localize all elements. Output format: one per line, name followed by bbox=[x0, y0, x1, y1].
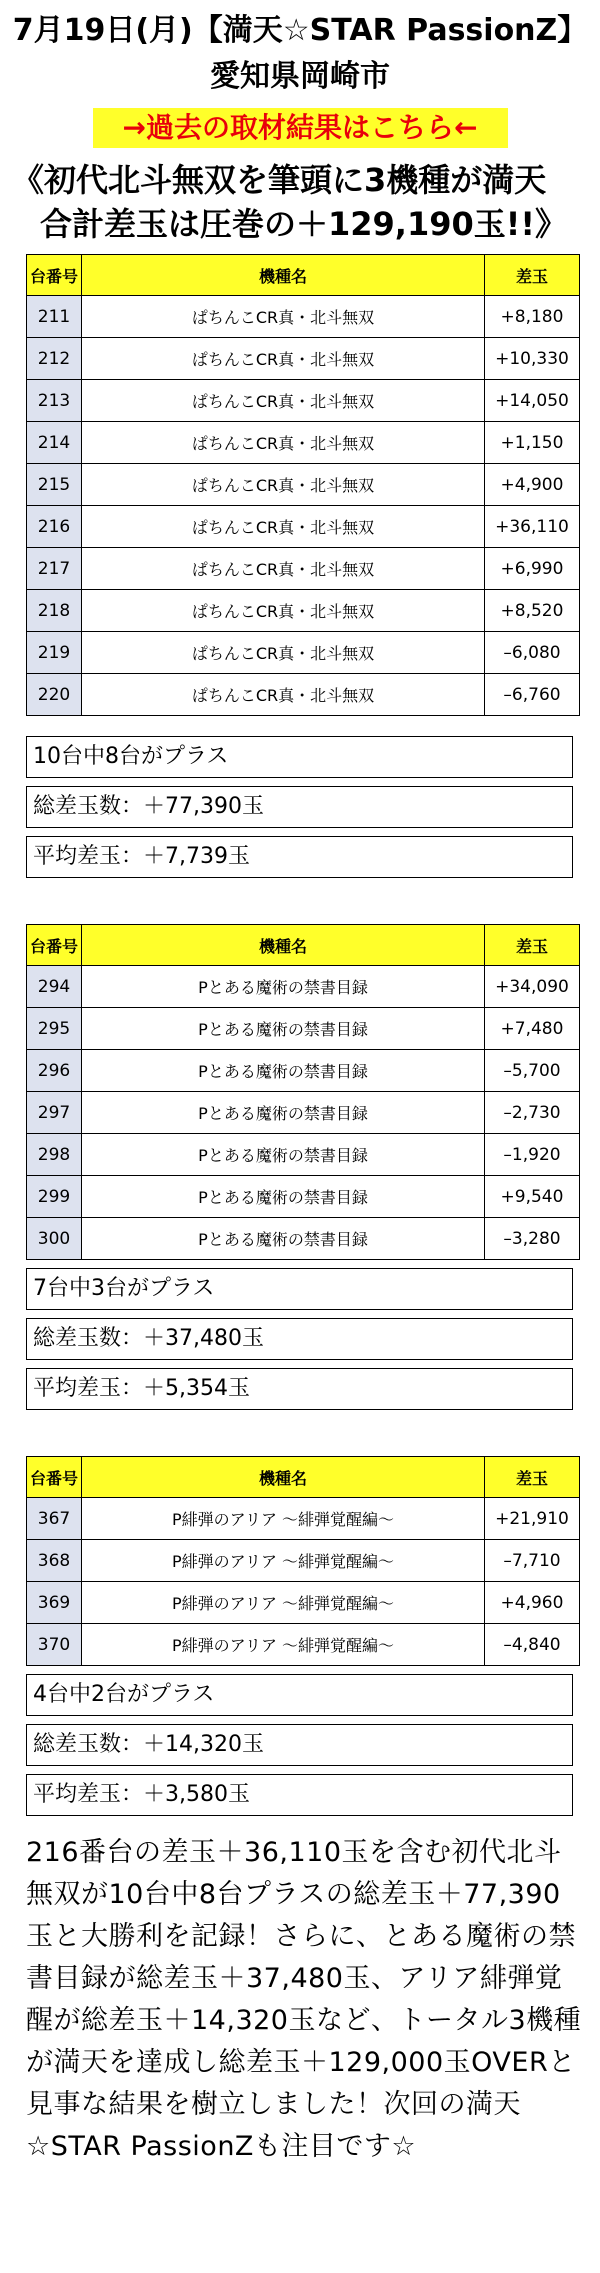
total-diff-box: 総差玉数：＋14,320玉 bbox=[26, 1724, 573, 1766]
table-row bbox=[27, 506, 580, 548]
table-row bbox=[27, 1540, 580, 1582]
col-header-name: 機種名 bbox=[82, 1457, 485, 1498]
ball-diff: +34,090 bbox=[485, 966, 580, 1008]
ball-diff: +9,540 bbox=[485, 1176, 580, 1218]
article bbox=[0, 8, 600, 2168]
machine-name: Pとある魔術の禁書目録 bbox=[82, 966, 485, 1008]
results-table-hokuto bbox=[26, 254, 580, 716]
table-row bbox=[27, 548, 580, 590]
ball-diff: +4,960 bbox=[485, 1582, 580, 1624]
plus-count-box: 7台中3台がプラス bbox=[26, 1268, 573, 1310]
machine-number: 294 bbox=[27, 966, 82, 1008]
page-title bbox=[0, 8, 600, 100]
machine-number: 368 bbox=[27, 1540, 82, 1582]
machine-name: ぱちんこCR真・北斗無双 bbox=[82, 296, 485, 338]
average-diff-box: 平均差玉：＋5,354玉 bbox=[26, 1368, 573, 1410]
machine-name: Pとある魔術の禁書目録 bbox=[82, 1218, 485, 1260]
ball-diff: –4,840 bbox=[485, 1624, 580, 1666]
machine-number: 370 bbox=[27, 1624, 82, 1666]
machine-number: 295 bbox=[27, 1008, 82, 1050]
machine-number: 215 bbox=[27, 464, 82, 506]
table-row bbox=[27, 1498, 580, 1540]
table-header-row bbox=[27, 1457, 580, 1498]
table-header-row bbox=[27, 255, 580, 296]
table-row bbox=[27, 1008, 580, 1050]
ball-diff: –3,280 bbox=[485, 1218, 580, 1260]
table-row bbox=[27, 1092, 580, 1134]
machine-number: 213 bbox=[27, 380, 82, 422]
ball-diff: –6,760 bbox=[485, 674, 580, 716]
table-row bbox=[27, 632, 580, 674]
ball-diff: –2,730 bbox=[485, 1092, 580, 1134]
table-row bbox=[27, 1218, 580, 1260]
total-diff-box: 総差玉数：＋37,480玉 bbox=[26, 1318, 573, 1360]
table-row bbox=[27, 1176, 580, 1218]
table-row bbox=[27, 380, 580, 422]
machine-name: Pとある魔術の禁書目録 bbox=[82, 1176, 485, 1218]
machine-name: ぱちんこCR真・北斗無双 bbox=[82, 506, 485, 548]
machine-name: P緋弾のアリア 〜緋弾覚醒編〜 bbox=[82, 1498, 485, 1540]
table-row bbox=[27, 590, 580, 632]
average-diff-box: 平均差玉：＋3,580玉 bbox=[26, 1774, 573, 1816]
results-table-aria bbox=[26, 1456, 580, 1666]
col-header-num: 台番号 bbox=[27, 1457, 82, 1498]
table-row bbox=[27, 966, 580, 1008]
ball-diff: +7,480 bbox=[485, 1008, 580, 1050]
machine-number: 217 bbox=[27, 548, 82, 590]
ball-diff: +8,520 bbox=[485, 590, 580, 632]
ball-diff: +6,990 bbox=[485, 548, 580, 590]
results-table-index bbox=[26, 924, 580, 1260]
table-row bbox=[27, 1050, 580, 1092]
table-row bbox=[27, 464, 580, 506]
machine-number: 297 bbox=[27, 1092, 82, 1134]
table-row bbox=[27, 1582, 580, 1624]
machine-number: 218 bbox=[27, 590, 82, 632]
machine-name: P緋弾のアリア 〜緋弾覚醒編〜 bbox=[82, 1624, 485, 1666]
machine-name: ぱちんこCR真・北斗無双 bbox=[82, 674, 485, 716]
machine-number: 214 bbox=[27, 422, 82, 464]
machine-name: ぱちんこCR真・北斗無双 bbox=[82, 632, 485, 674]
ball-diff: +8,180 bbox=[485, 296, 580, 338]
machine-name: Pとある魔術の禁書目録 bbox=[82, 1134, 485, 1176]
ball-diff: +10,330 bbox=[485, 338, 580, 380]
table-row bbox=[27, 296, 580, 338]
headline-line1: 《初代北斗無双を筆頭に3機種が満天 bbox=[12, 161, 547, 199]
machine-group-aria bbox=[0, 1456, 600, 1816]
ball-diff: +1,150 bbox=[485, 422, 580, 464]
total-diff-box: 総差玉数：＋77,390玉 bbox=[26, 786, 573, 828]
machine-number: 212 bbox=[27, 338, 82, 380]
title-line2: 愛知県岡崎市 bbox=[210, 59, 390, 94]
table-row bbox=[27, 1134, 580, 1176]
machine-name: ぱちんこCR真・北斗無双 bbox=[82, 590, 485, 632]
machine-number: 216 bbox=[27, 506, 82, 548]
machine-number: 296 bbox=[27, 1050, 82, 1092]
machine-number: 300 bbox=[27, 1218, 82, 1260]
plus-count-box: 4台中2台がプラス bbox=[26, 1674, 573, 1716]
title-line1: 7月19日(月)【満天☆STAR PassionZ】 bbox=[12, 13, 588, 48]
ball-diff: +14,050 bbox=[485, 380, 580, 422]
summary-paragraph: 216番台の差玉＋36,110玉を含む初代北斗無双が10台中8台プラスの総差玉＋77,390玉と大勝利を記録！さらに、とある魔術の禁書目録が総差玉＋37,480玉、アリア緋弾覚醒が総差玉＋14,320玉など、トータル3機種が満天を達成し総差玉＋129,000玉OVERと見事な結果を樹立しました！次回の満天☆STAR PassionZも注目です☆ bbox=[26, 1837, 582, 2162]
machine-number: 211 bbox=[27, 296, 82, 338]
headline bbox=[12, 158, 600, 246]
col-header-diff: 差玉 bbox=[485, 925, 580, 966]
machine-name: ぱちんこCR真・北斗無双 bbox=[82, 422, 485, 464]
ball-diff: –6,080 bbox=[485, 632, 580, 674]
col-header-num: 台番号 bbox=[27, 255, 82, 296]
ball-diff: +36,110 bbox=[485, 506, 580, 548]
machine-name: P緋弾のアリア 〜緋弾覚醒編〜 bbox=[82, 1582, 485, 1624]
machine-name: Pとある魔術の禁書目録 bbox=[82, 1008, 485, 1050]
machine-name: ぱちんこCR真・北斗無双 bbox=[82, 338, 485, 380]
table-row bbox=[27, 1624, 580, 1666]
machine-number: 299 bbox=[27, 1176, 82, 1218]
ball-diff: –5,700 bbox=[485, 1050, 580, 1092]
ball-diff: –1,920 bbox=[485, 1134, 580, 1176]
ball-diff: –7,710 bbox=[485, 1540, 580, 1582]
machine-number: 220 bbox=[27, 674, 82, 716]
plus-count-box: 10台中8台がプラス bbox=[26, 736, 573, 778]
col-header-diff: 差玉 bbox=[485, 1457, 580, 1498]
table-row bbox=[27, 422, 580, 464]
machine-name: ぱちんこCR真・北斗無双 bbox=[82, 548, 485, 590]
past-results-link[interactable]: →過去の取材結果はこちら← bbox=[93, 108, 508, 148]
table-row bbox=[27, 338, 580, 380]
average-diff-box: 平均差玉：＋7,739玉 bbox=[26, 836, 573, 878]
col-header-name: 機種名 bbox=[82, 925, 485, 966]
col-header-num: 台番号 bbox=[27, 925, 82, 966]
table-row bbox=[27, 674, 580, 716]
headline-line2: 合計差玉は圧巻の＋129,190玉!!》 bbox=[40, 205, 567, 243]
machine-group-hokuto bbox=[0, 254, 600, 878]
machine-name: ぱちんこCR真・北斗無双 bbox=[82, 380, 485, 422]
machine-number: 219 bbox=[27, 632, 82, 674]
machine-number: 298 bbox=[27, 1134, 82, 1176]
col-header-diff: 差玉 bbox=[485, 255, 580, 296]
ball-diff: +21,910 bbox=[485, 1498, 580, 1540]
ball-diff: +4,900 bbox=[485, 464, 580, 506]
machine-group-index bbox=[0, 924, 600, 1410]
machine-number: 367 bbox=[27, 1498, 82, 1540]
machine-name: ぱちんこCR真・北斗無双 bbox=[82, 464, 485, 506]
machine-name: Pとある魔術の禁書目録 bbox=[82, 1092, 485, 1134]
table-header-row bbox=[27, 925, 580, 966]
machine-name: Pとある魔術の禁書目録 bbox=[82, 1050, 485, 1092]
col-header-name: 機種名 bbox=[82, 255, 485, 296]
machine-number: 369 bbox=[27, 1582, 82, 1624]
machine-name: P緋弾のアリア 〜緋弾覚醒編〜 bbox=[82, 1540, 485, 1582]
